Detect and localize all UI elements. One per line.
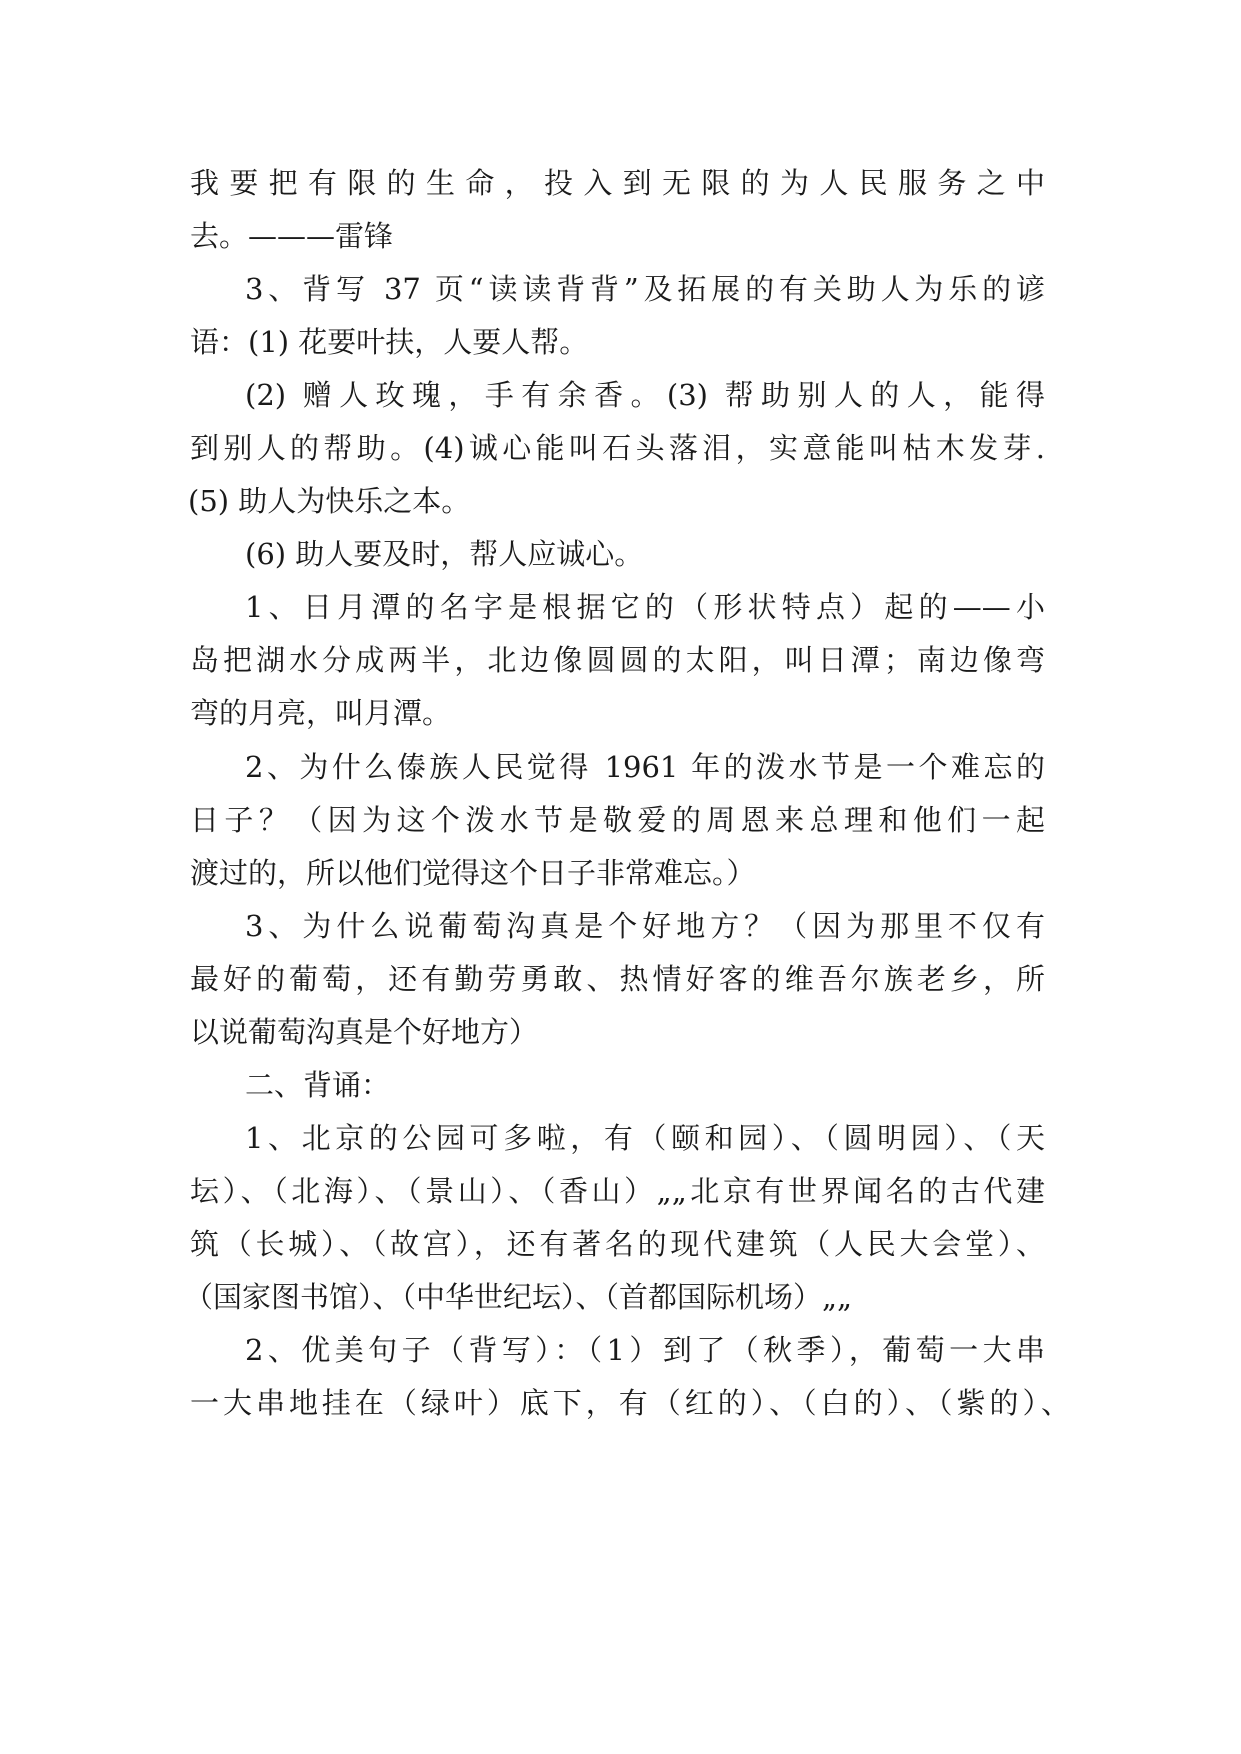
text-line: 2、优美句子（背写）：（1）到了（秋季），葡萄一大串 (245, 1333, 1045, 1367)
text-line: 弯的月亮，叫月潭。 (190, 696, 452, 730)
text-line: 去。———雷锋 (190, 219, 394, 253)
text-line: 3、为什么说葡萄沟真是个好地方？（因为那里不仅有 (245, 909, 1045, 943)
text-line: （国家图书馆）、（中华世纪坛）、（首都国际机场）„„ (184, 1280, 853, 1314)
text-line: 最好的葡萄，还有勤劳勇敢、热情好客的维吾尔族老乡，所 (190, 962, 1045, 996)
text-line: 到别人的帮助。(4)诚心能叫石头落泪，实意能叫枯木发芽. (190, 431, 1045, 465)
text-line: 一大串地挂在（绿叶）底下，有（红的）、（白的）、（紫的）、 (190, 1386, 1070, 1420)
text-line: (2) 赠人玫瑰，手有余香。(3) 帮助别人的人，能得 (245, 378, 1045, 412)
text-line: 坛）、（北海）、（景山）、（香山）„„北京有世界闻名的古代建 (190, 1174, 1045, 1208)
text-line: 岛把湖水分成两半，北边像圆圆的太阳，叫日潭；南边像弯 (190, 643, 1045, 677)
text-line: 渡过的，所以他们觉得这个日子非常难忘。） (190, 856, 756, 890)
text-line: 语：(1) 花要叶扶，人要人帮。 (190, 325, 589, 359)
text-line: (6) 助人要及时，帮人应诚心。 (245, 537, 644, 571)
text-line: 3、背写 37 页“读读背背”及拓展的有关助人为乐的谚 (245, 272, 1045, 306)
text-line: 1、日月潭的名字是根据它的（形状特点）起的——小 (245, 590, 1045, 624)
text-line: (5) 助人为快乐之本。 (188, 484, 471, 518)
text-line: 我要把有限的生命，投入到无限的为人民服务之中 (190, 166, 1045, 200)
text-line: 2、为什么傣族人民觉得 1961 年的泼水节是一个难忘的 (245, 750, 1045, 784)
text-line: 日子？（因为这个泼水节是敬爱的周恩来总理和他们一起 (190, 803, 1045, 837)
text-line: 以说葡萄沟真是个好地方） (190, 1015, 539, 1049)
section-heading: 二、背诵： (245, 1068, 391, 1102)
text-line: 1、北京的公园可多啦，有（颐和园）、（圆明园）、（天 (245, 1121, 1045, 1155)
text-line: 筑（长城）、（故宫），还有著名的现代建筑（人民大会堂）、 (190, 1227, 1045, 1261)
